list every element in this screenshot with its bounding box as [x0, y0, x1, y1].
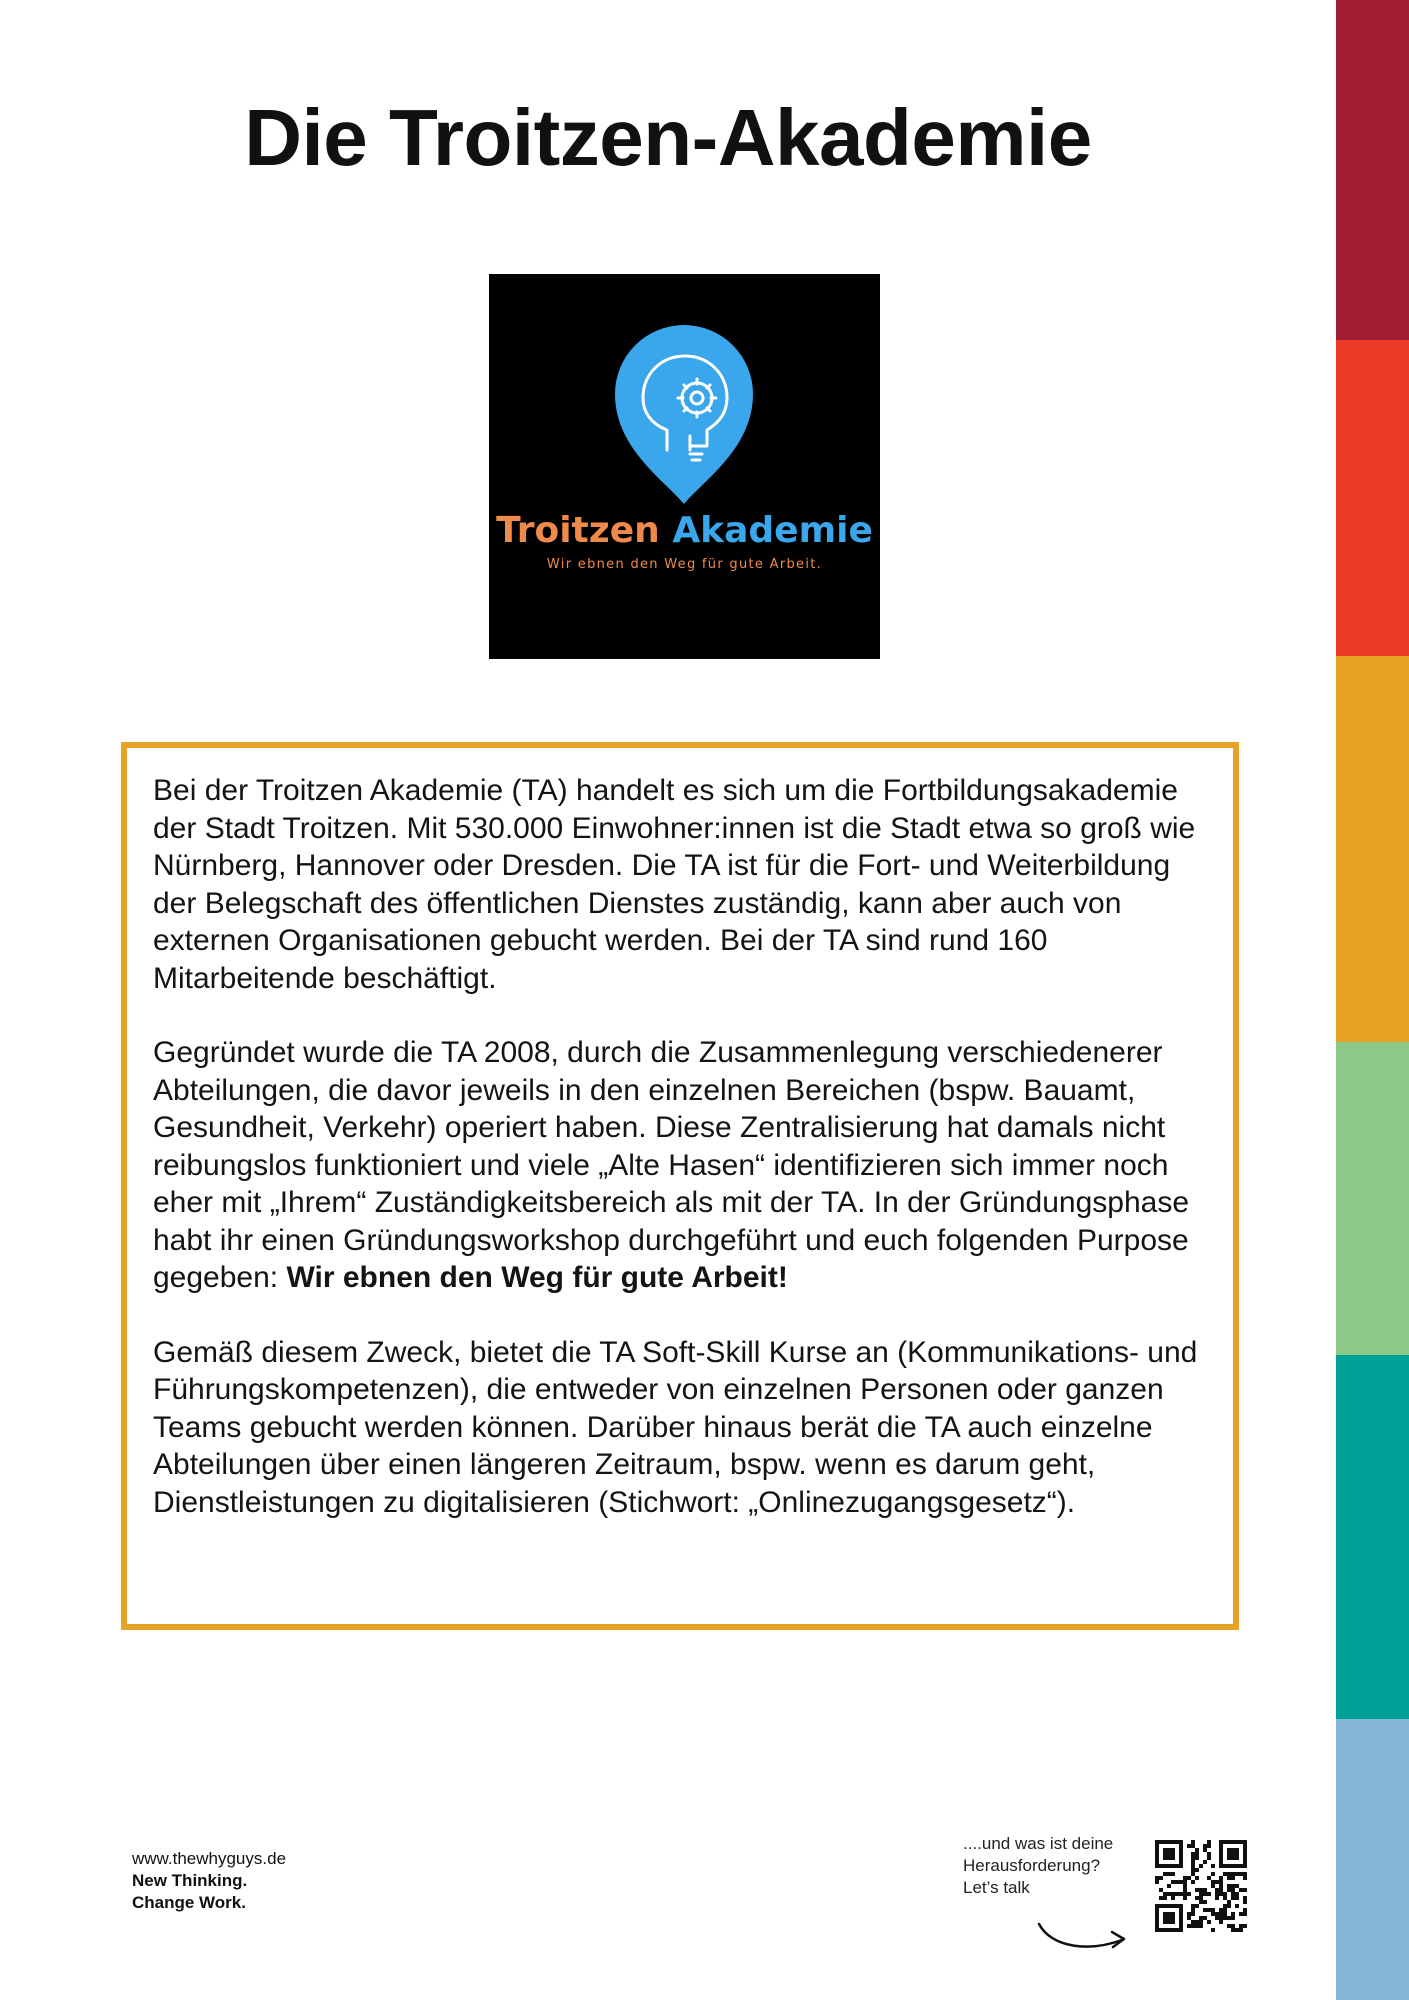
paragraph-history: [153, 1034, 1207, 1297]
paragraph-history-text: Gegründet wurde die TA 2008, durch die Zusammenlegung verschiedenerer Abteilungen, die davor jeweils in den einzelnen Bereichen (bspw. Bauamt, Gesundheit, Verkehr) operiert haben. Diese Zentralisierung hat damals nicht reibungslos funktioniert und viele „Alte Hasen“ identifizieren sich immer noch eher mit „Ihrem“ Zuständigkeitsbereich als mit der TA. In der Gründungsphase habt ihr einen Gründungsworkshop durchgeführt und euch folgenden Purpose gegeben:: [153, 1036, 1190, 1294]
logo-tagline: Wir ebnen den Weg für gute Arbeit.: [546, 557, 823, 572]
paragraph-intro: Bei der Troitzen Akademie (TA) handelt es sich um die Fortbildungsakademie der Stadt Troitzen. Mit 530.000 Einwohner:innen ist die Stadt etwa so groß wie Nürnberg, Hannover oder Dresden. Die TA ist für die Fort- und Weiterbildung der Belegschaft des öffentlichen Dienstes zuständig, kann aber auch von externen Organisationen gebucht werden. Bei der TA sind rund 160 Mitarbeitende beschäftigt.: [153, 774, 1196, 995]
stripe-red: [1336, 340, 1409, 656]
stripe-orange: [1336, 656, 1409, 1042]
logo-word-troitzen: Troitzen: [496, 510, 660, 551]
page-title: Die Troitzen-Akademie: [244, 93, 1092, 182]
stripe-light-blue: [1336, 1719, 1409, 2000]
cta-line-2: Herausforderung?: [963, 1856, 1101, 1875]
curved-arrow-icon: [1034, 1918, 1134, 1958]
troitzen-akademie-logo: [489, 274, 880, 659]
website-link[interactable]: www.thewhyguys.de: [132, 1849, 287, 1868]
slogan-line-2: Change Work.: [132, 1893, 246, 1912]
stripe-green: [1336, 1042, 1409, 1355]
logo-word-akademie: Akademie: [672, 510, 873, 551]
footer-brand: [132, 1848, 286, 1914]
logo-wordmark: [489, 510, 880, 551]
purpose-statement: Wir ebnen den Weg für gute Arbeit!: [286, 1261, 788, 1294]
description-box: [121, 742, 1239, 1630]
color-stripes: [1336, 0, 1409, 2000]
stripe-teal: [1336, 1355, 1409, 1719]
footer-call-to-action: [963, 1833, 1113, 1899]
lightbulb-head-pin-icon: [489, 274, 880, 659]
cta-line-3: Let’s talk: [963, 1878, 1030, 1897]
paragraph-services: Gemäß diesem Zweck, bietet die TA Soft-Skill Kurse an (Kommunikations- und Führungskompetenzen), die entweder von einzelnen Personen oder ganzen Teams gebucht werden können. Darüber hinaus berät die TA auch einzelne Abteilungen über einen längeren Zeitraum, bspw. wenn es darum geht, Dienstleistungen zu digitalisieren (Stichwort: „Onlinezugangsgesetz“).: [153, 1335, 1198, 1519]
qr-code-icon[interactable]: [1155, 1840, 1247, 1932]
stripe-dark-red: [1336, 0, 1409, 340]
slogan-line-1: New Thinking.: [132, 1871, 248, 1890]
cta-line-1: ....und was ist deine: [963, 1834, 1114, 1853]
